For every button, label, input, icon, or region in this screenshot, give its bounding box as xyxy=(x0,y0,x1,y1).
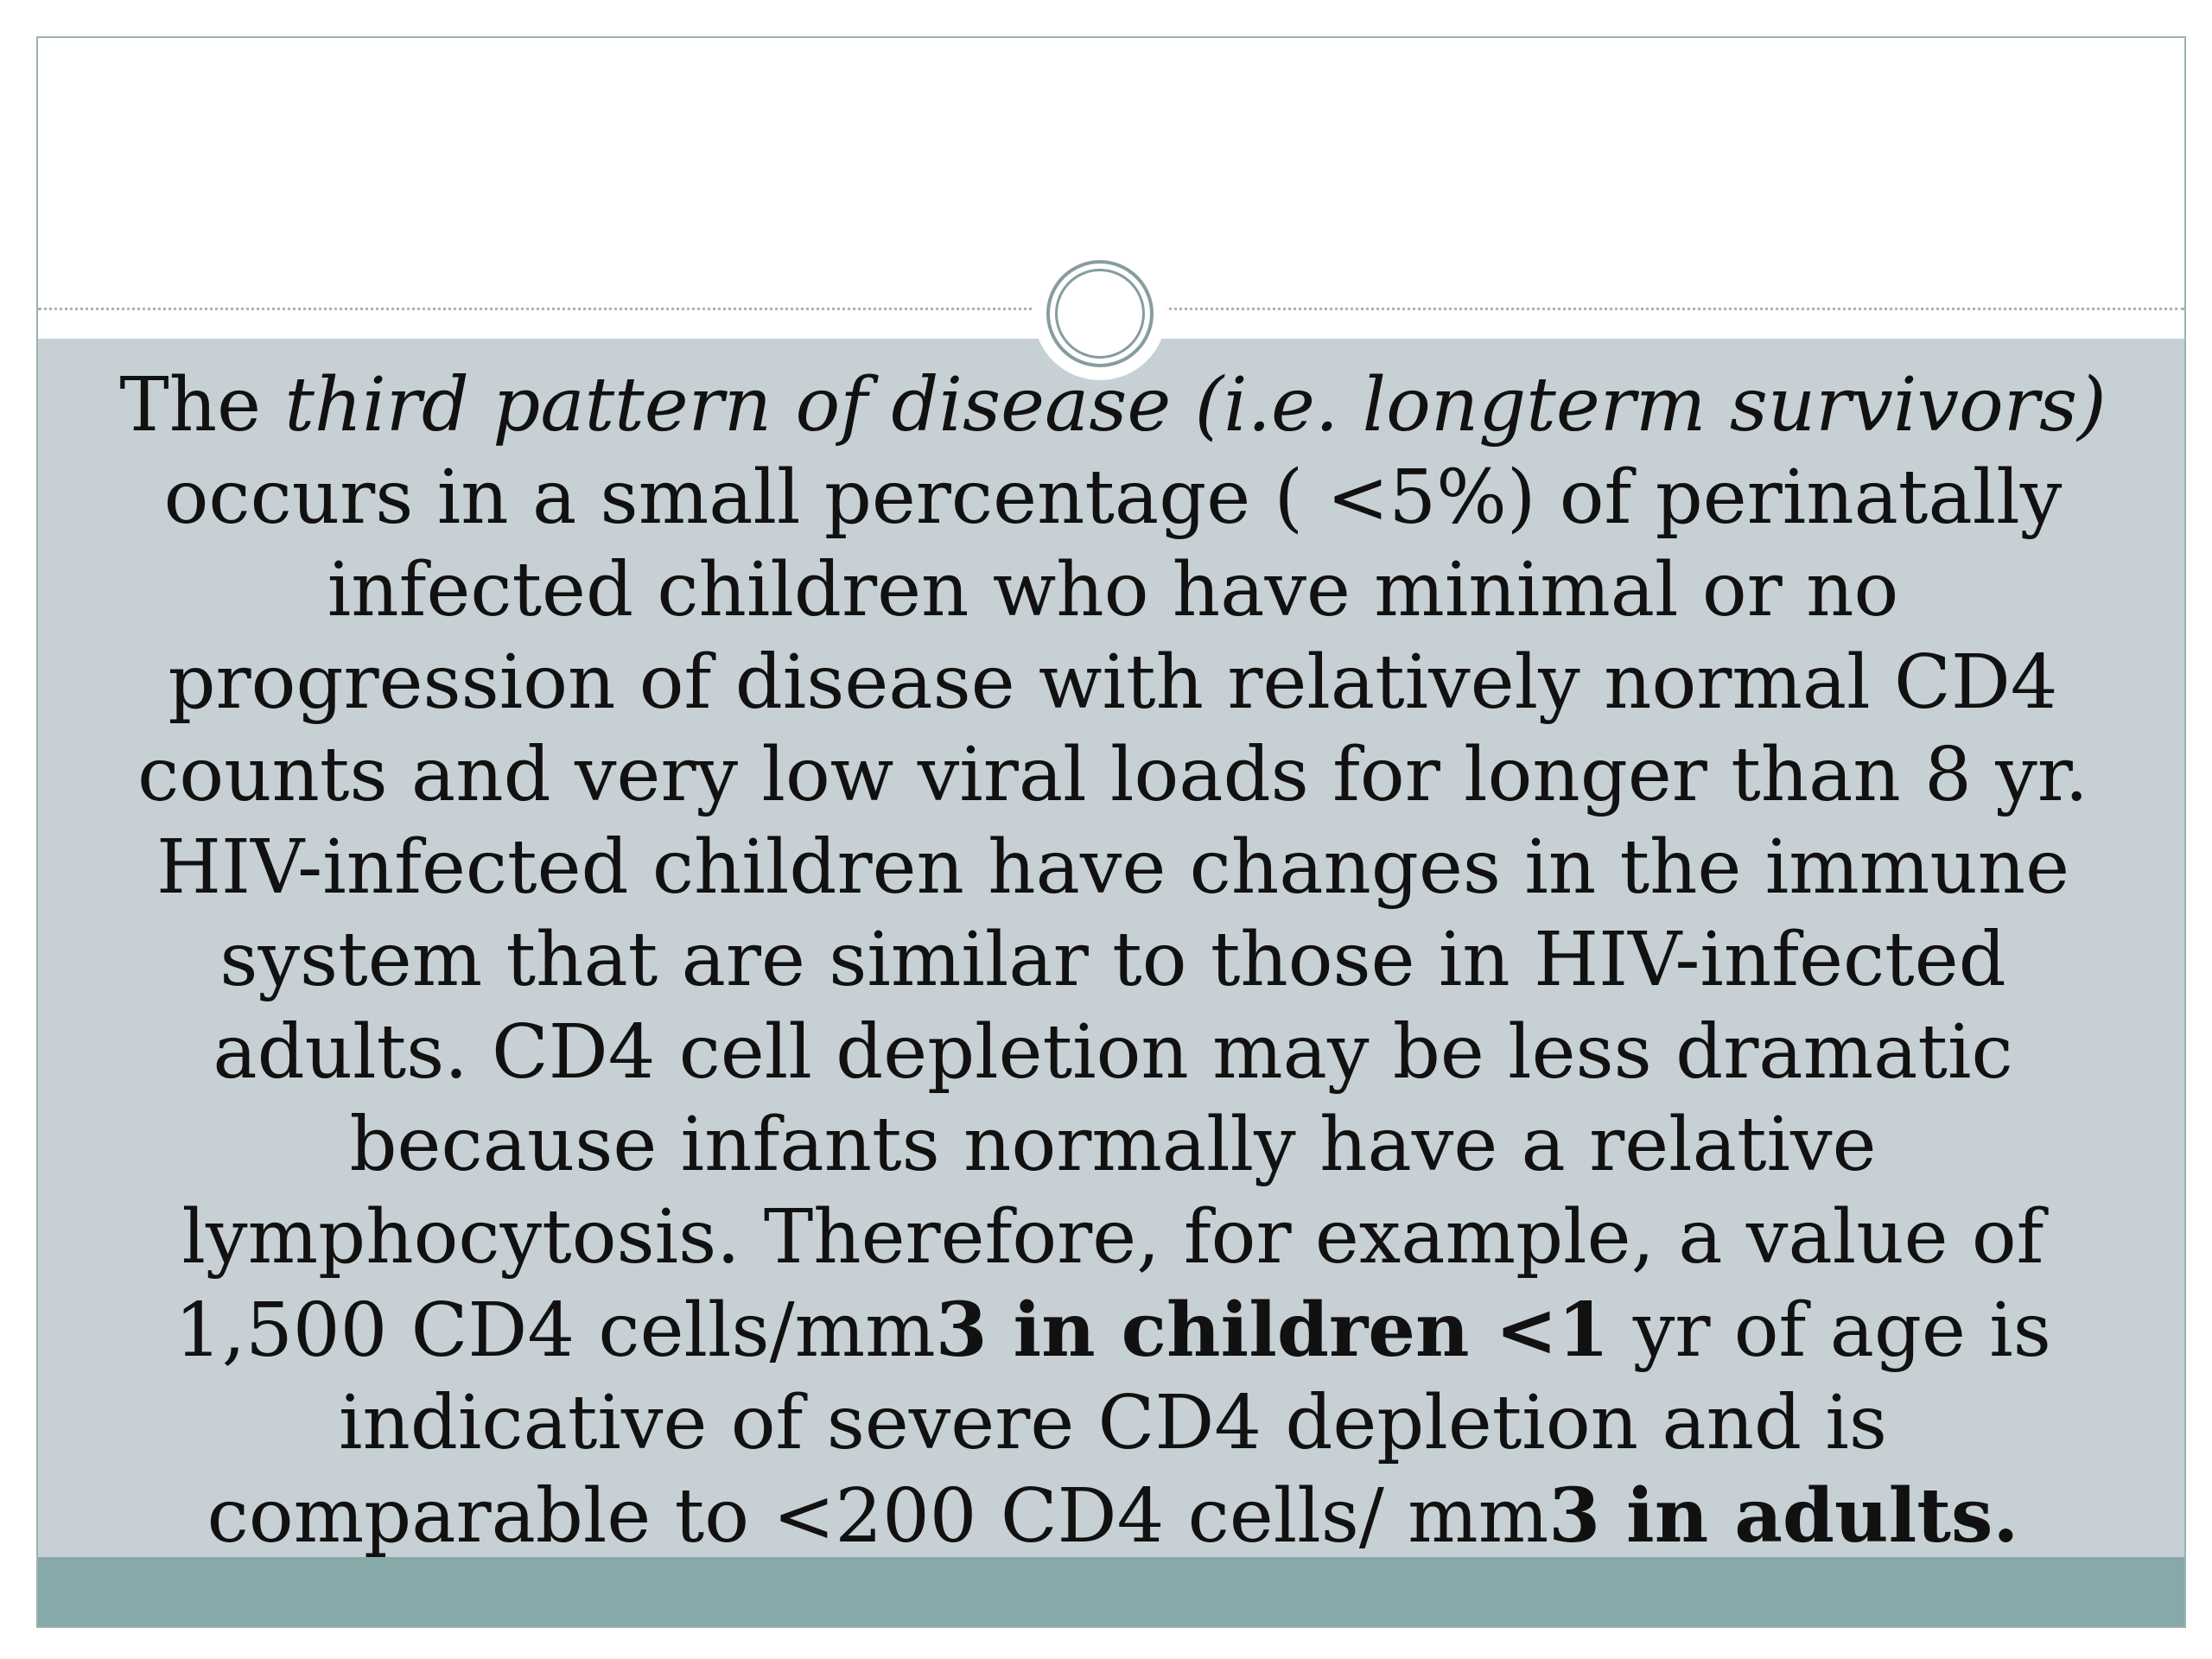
footer-band xyxy=(38,1557,2184,1628)
paragraph1-lead: The xyxy=(119,362,285,448)
ornament-ring-inner xyxy=(1055,269,1145,359)
paragraph2-text: HIV-infected children have changes in the immune system that are similar to those in HIV-infected adults. CD4 cell depletion may be less dramatic because infants normally have a relative lymphocytosis. Therefore, for example, a value of 1,500 CD4 cells/mm xyxy=(156,824,2069,1374)
slide-body-text xyxy=(107,359,2119,1563)
paragraph-immune-changes xyxy=(107,822,2119,1563)
slide xyxy=(36,36,2186,1628)
paragraph1-rest: occurs in a small percentage ( <5%) of perinatally infected children who have minimal or no progression of disease with relatively normal CD4 counts and very low viral loads for longer than 8 yr. xyxy=(137,454,2088,818)
paragraph2-mid: yr of age is indicative of severe CD4 depletion and is comparable to <200 CD4 cells/ mm xyxy=(207,1287,2051,1560)
paragraph-long-term-survivors xyxy=(107,359,2119,822)
paragraph2-bold-children: 3 in children <1 xyxy=(935,1287,1610,1374)
paragraph1-emphasis: third pattern of disease (i.e. longterm survivors) xyxy=(284,362,2107,448)
paragraph2-bold-adults: 3 in adults. xyxy=(1548,1472,2019,1560)
